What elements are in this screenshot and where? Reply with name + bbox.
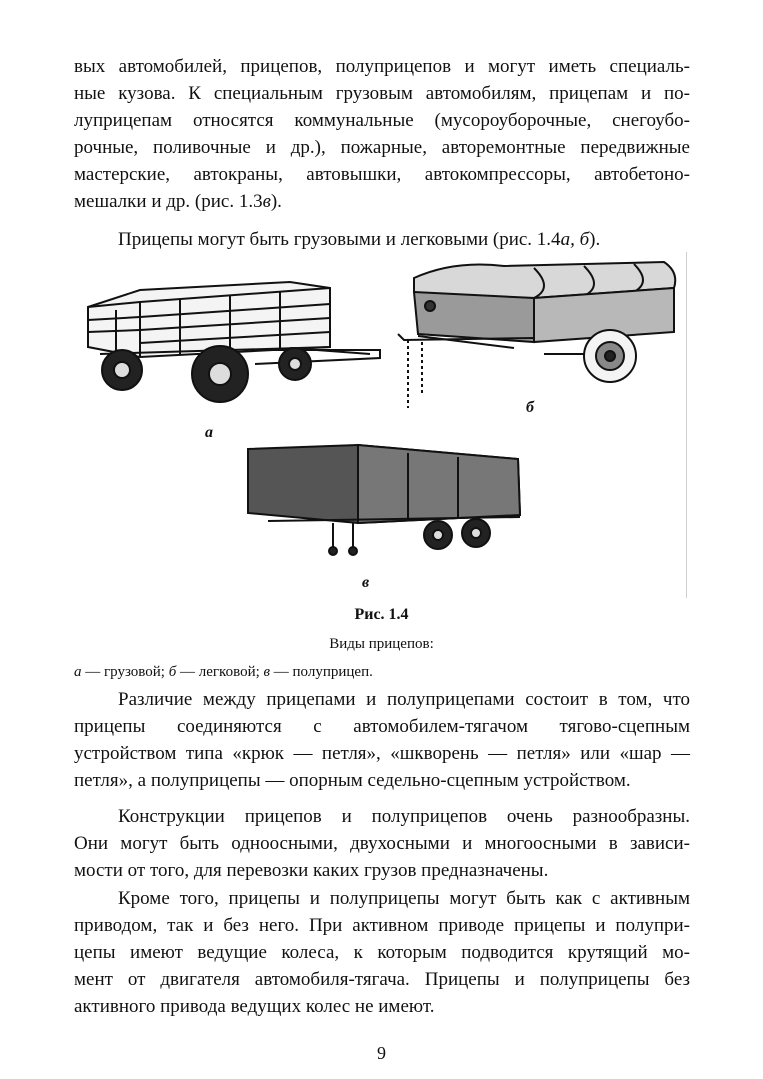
text-line: луприцепам относятся коммунальные (мусороуборочные, снегоубо- [74,110,690,131]
figure-title: Рис. 1.4 [354,606,409,623]
text-line: мент от двигателя автомобиля-тягача. Прицепы и полуприцепы без [74,969,690,990]
figure-semi-trailer [238,443,528,573]
text-line [74,188,690,215]
text-line: активного привода ведущих колес не имеют. [74,996,435,1017]
text-segment: ). [589,229,601,250]
legend-text-c: — полуприцеп. [270,664,373,680]
text-line: Конструкции прицепов и полуприцепов очень разнообразны. [118,806,690,827]
figure-label-b: б [526,399,534,416]
figure-passenger-trailer [394,258,684,418]
passenger-trailer-drawing [394,258,684,418]
legend-key-c: в [263,664,271,680]
figure-legend [74,664,373,681]
figure-ref-italic: а, б [560,229,590,250]
text-line: мастерские, автокраны, автовышки, автокомпрессоры, автобетоно- [74,164,690,185]
text-line: прицепы соединяются с автомобилем-тягачом тягово-сцепным [74,716,690,737]
legend-text-b: — легковой; [176,664,264,680]
text-line: мости от того, для перевозки каких грузов предназначены. [74,860,549,881]
figure-cargo-trailer [80,262,390,422]
paragraph-trailer-types [74,226,690,253]
paragraph-difference [74,686,690,794]
legend-key-a: а [74,664,82,680]
text-segment: мешалки и др. (рис. 1.3 [74,191,263,212]
text-line: вых автомобилей, прицепов, полуприцепов и могут иметь специаль- [74,56,690,77]
paragraph-designs [74,803,690,884]
figure-divider [686,252,687,598]
text-line: Различие между прицепами и полуприцепами состоит в том, что [118,689,690,710]
text-line: рочные, поливочные и др.), пожарные, авторемонтные передвижные [74,137,690,158]
paragraph-special-bodies [74,53,690,215]
legend-key-b: б [168,664,177,680]
figure-ref-italic: в [262,191,271,212]
figure-label-a: а [205,424,213,441]
text-segment: Прицепы могут быть грузовыми и легковыми (рис. 1.4 [118,229,561,250]
legend-text-a: — грузовой; [81,664,169,680]
text-segment: ). [270,191,282,212]
figure-subtitle: Виды прицепов: [329,636,434,652]
text-line: приводом, так и без него. При активном приводе прицепы и полупри- [74,915,690,936]
page-number: 9 [377,1043,386,1063]
text-line: устройством типа «крюк — петля», «шкворень — петля» или «шар — [74,743,690,764]
paragraph-active-drive [74,885,690,1020]
text-line: ные кузова. К специальным грузовым автомобилям, прицепам и по- [74,83,690,104]
semi-trailer-drawing [238,443,528,573]
text-line: Кроме того, прицепы и полуприцепы могут быть как с активным [118,888,690,909]
figure-label-c: в [362,574,370,591]
text-line: цепы имеют ведущие колеса, к которым подводится крутящий мо- [74,942,690,963]
text-line: Они могут быть одноосными, двухосными и многоосными в зависи- [74,833,690,854]
cargo-trailer-drawing [80,262,390,422]
text-line [74,226,690,253]
text-line: петля», а полуприцепы — опорным седельно-сцепным устройством. [74,770,631,791]
